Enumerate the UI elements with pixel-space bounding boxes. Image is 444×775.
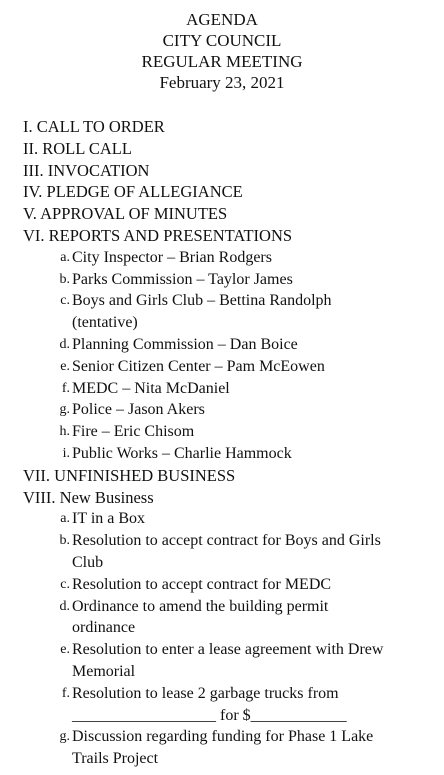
item-text-line: Club [72,553,104,571]
agenda-section [0,160,444,182]
agenda-item [0,574,444,596]
item-text-line: City Inspector – Brian Rodgers [72,248,272,266]
item-text-line: Boys and Girls Club – Bettina Randolph [72,292,332,310]
item-marker: g. [59,729,70,745]
item-text-line: Resolution to lease 2 garbage trucks from [72,684,339,702]
agenda-section [0,181,444,203]
item-marker: b. [59,533,70,549]
section-numeral: VIII. [23,487,56,507]
header-title: AGENDA [186,10,258,29]
agenda-item [0,334,444,356]
header-meeting-type: REGULAR MEETING [141,52,303,71]
item-marker: f. [61,685,70,701]
item-text-line: Trails Project [72,750,159,768]
agenda-item [0,356,444,378]
item-marker: g. [59,402,70,418]
item-text-line: Parks Commission – Taylor James [72,270,293,288]
agenda-item [0,269,444,291]
item-text-line: Memorial [72,662,136,680]
header-date: February 23, 2021 [159,73,285,92]
section-numeral: VI. [23,225,45,245]
item-marker: e. [60,642,70,658]
section-title: CALL TO ORDER [36,117,165,136]
section-numeral: III. [23,160,44,180]
agenda-item [0,247,444,269]
agenda-item [0,726,444,770]
agenda-list [0,116,444,770]
item-marker: d. [59,598,70,614]
item-text-line: Ordinance to amend the building permit [72,597,329,615]
item-text-line: Senior Citizen Center – Pam McEowen [72,357,325,375]
agenda-section [0,203,444,225]
agenda-item [0,508,444,530]
header-body: CITY COUNCIL [162,31,282,50]
section-title: APPROVAL OF MINUTES [40,204,228,224]
agenda-item [0,290,444,334]
item-marker: c. [60,293,70,309]
agenda-header [0,9,444,93]
section-numeral: IV. [23,182,43,202]
section-title: PLEDGE OF ALLEGIANCE [46,182,243,202]
item-marker: a. [60,249,70,265]
item-text-line: Police – Jason Akers [72,401,205,419]
item-text-line: (tentative) [72,314,138,332]
agenda-section [0,487,444,509]
item-marker: i. [62,445,70,461]
item-marker: b. [59,271,70,287]
item-text-line: __________________ for $____________ [72,706,347,724]
agenda-item [0,639,444,683]
item-marker: a. [60,511,70,527]
section-numeral: V. [23,204,37,224]
item-text-line: Resolution to accept contract for MEDC [72,575,332,593]
agenda-item [0,378,444,400]
agenda-item [0,421,444,443]
section-numeral: I. [23,117,33,136]
item-marker: h. [59,424,70,440]
item-text-line: Discussion regarding funding for Phase 1 Lake [72,728,374,746]
item-text-line: Planning Commission – Dan Boice [72,335,298,353]
agenda-section [0,225,444,247]
item-text-line: MEDC – Nita McDaniel [72,379,230,397]
item-text-line: ordinance [72,619,136,637]
agenda-item [0,596,444,640]
agenda-section [0,138,444,160]
agenda-item [0,399,444,421]
section-title: New Business [59,487,154,507]
section-title: INVOCATION [47,160,150,180]
agenda-section [0,465,444,487]
item-marker: e. [60,358,70,374]
item-marker: c. [60,576,70,592]
agenda-item [0,683,444,727]
section-title: UNFINISHED BUSINESS [54,465,236,485]
item-marker: d. [59,336,70,352]
item-text-line: Resolution to accept contract for Boys and Girls [72,532,381,550]
item-text-line: Fire – Eric Chisom [72,423,195,441]
item-text-line: IT in a Box [72,510,146,528]
section-title: REPORTS AND PRESENTATIONS [48,225,293,245]
item-text-line: Resolution to enter a lease agreement with Drew [72,641,384,659]
section-title: ROLL CALL [42,138,132,158]
section-numeral: II. [23,138,39,158]
section-numeral: VII. [23,465,51,485]
item-marker: f. [61,380,70,396]
agenda-item [0,530,444,574]
agenda-section [0,116,444,138]
agenda-item [0,443,444,465]
item-text-line: Public Works – Charlie Hammock [72,444,292,462]
